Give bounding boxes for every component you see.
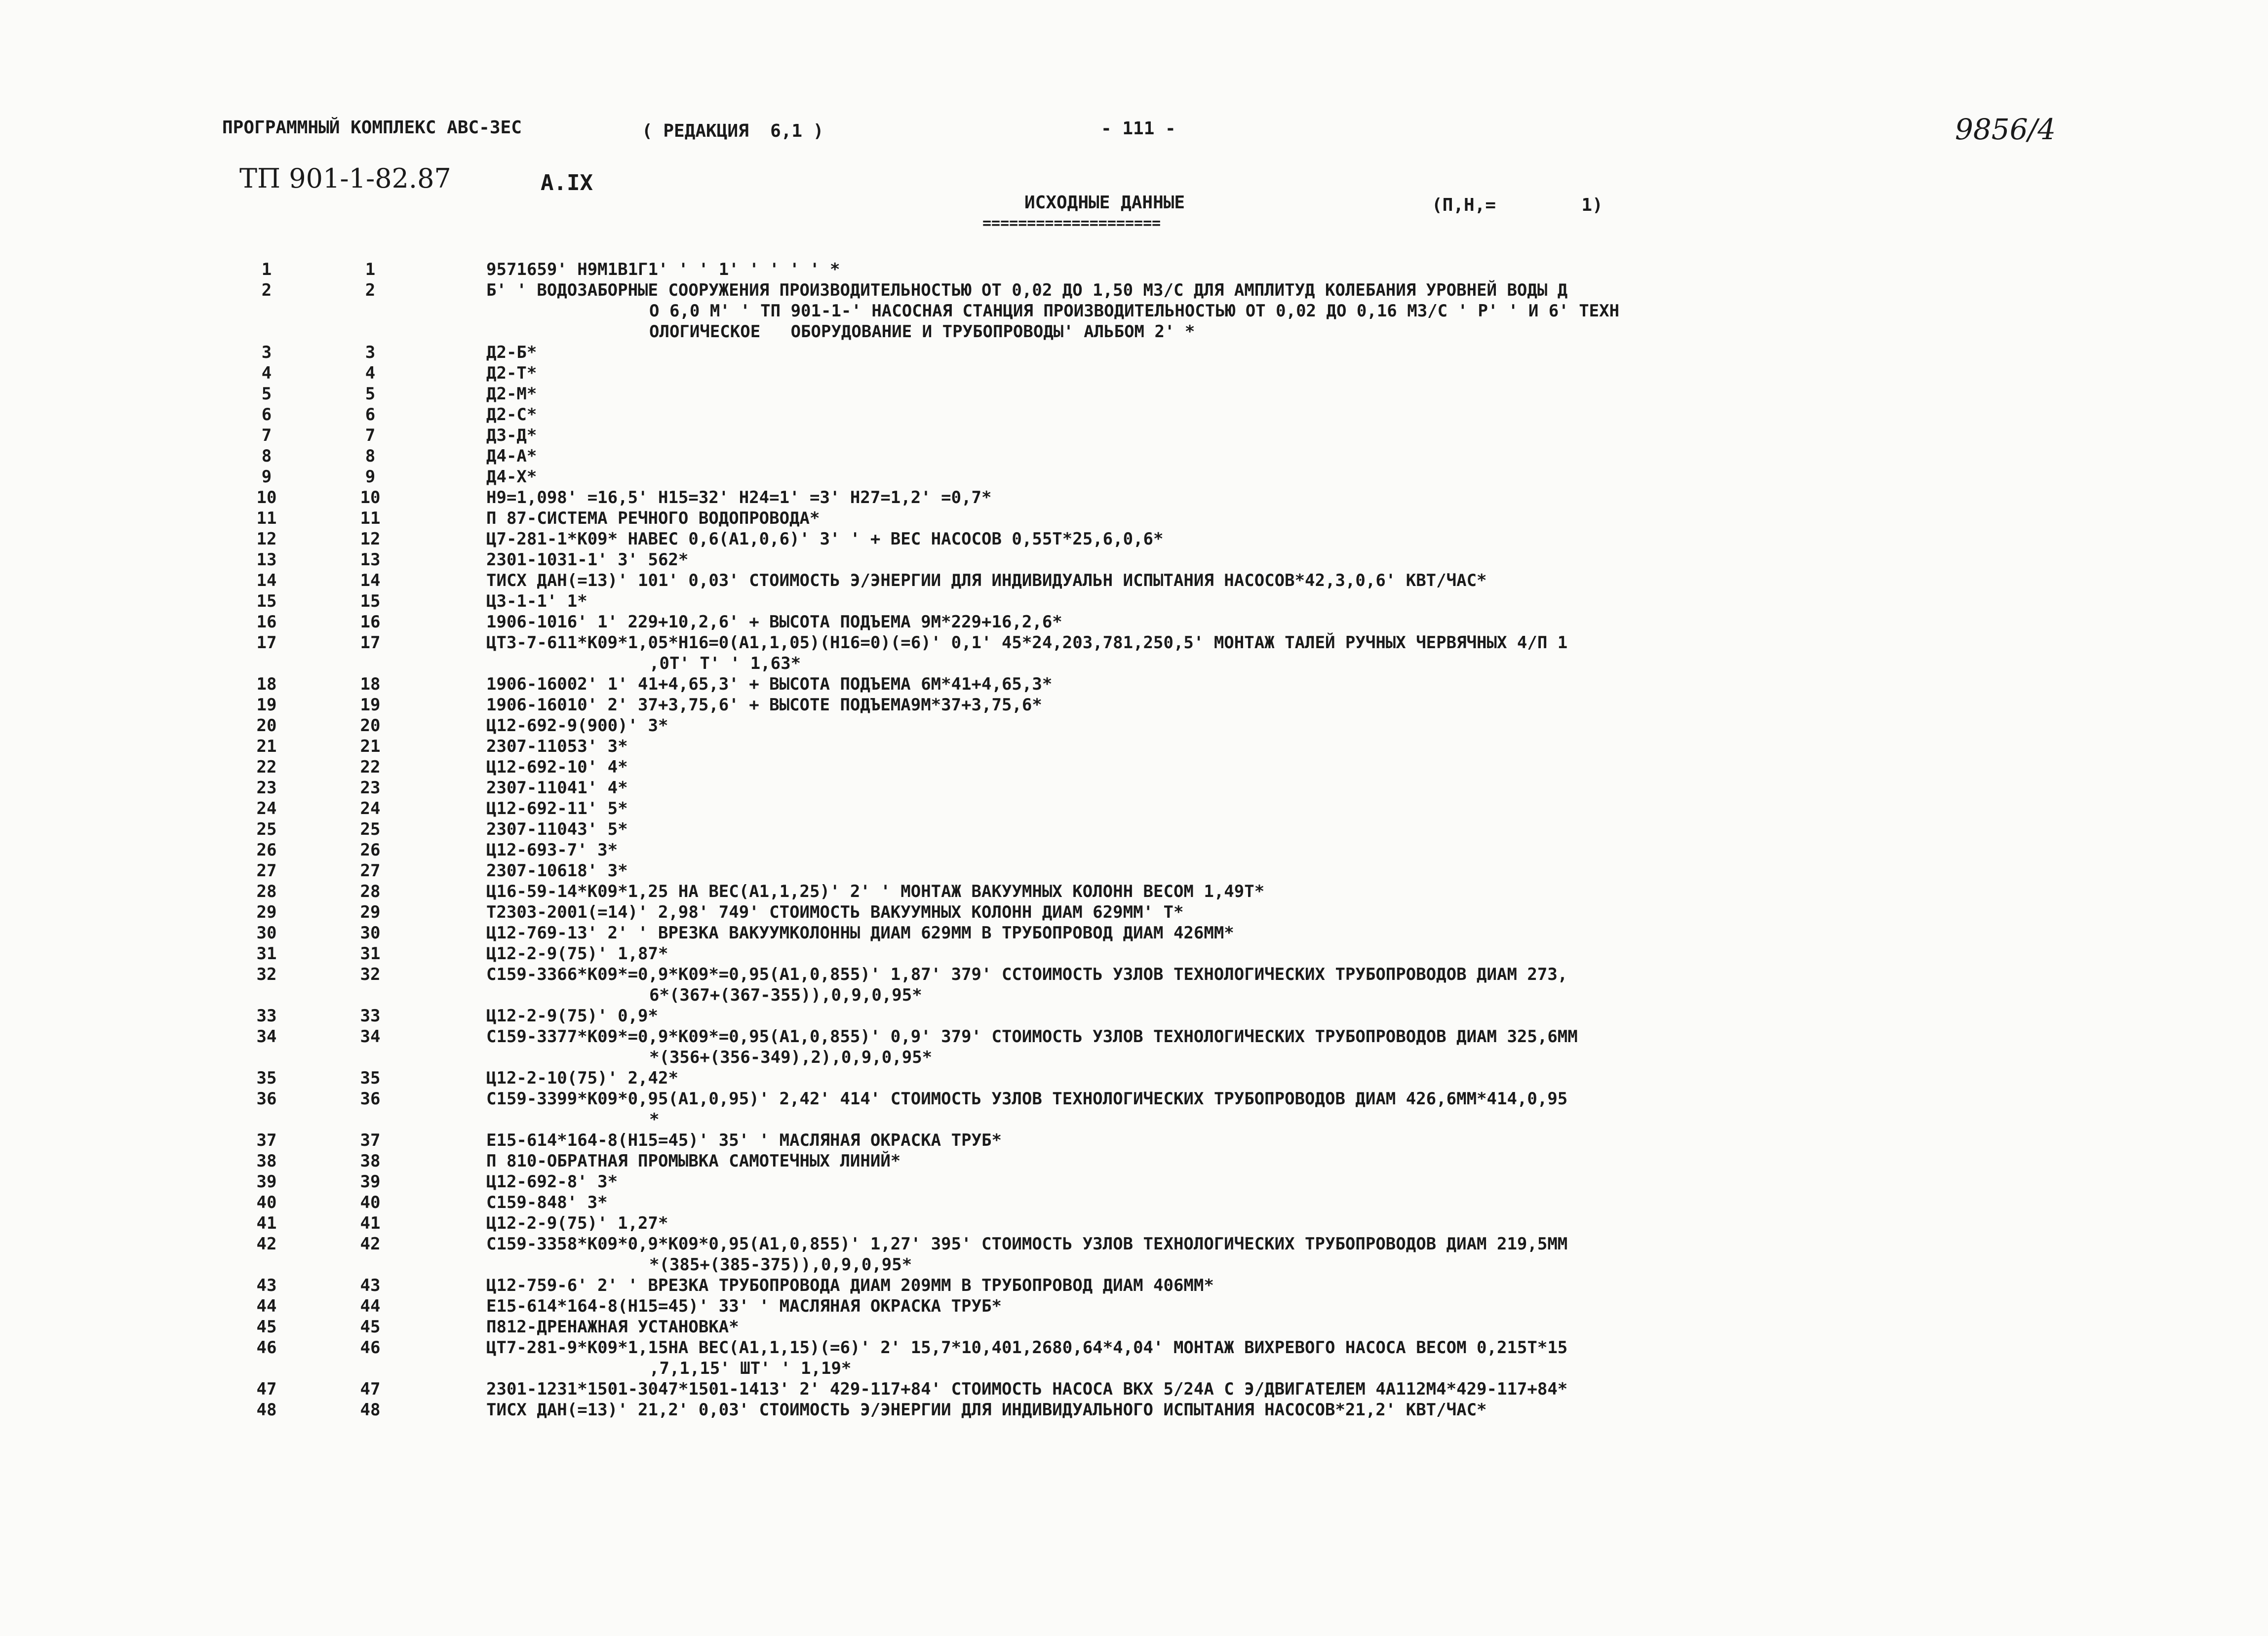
- row-text-line: Ц12-692-8' 3*: [486, 1172, 618, 1192]
- row-number: 14: [256, 571, 277, 590]
- row-text-line: Д3-Д*: [486, 426, 537, 445]
- row-number: 43: [256, 1276, 277, 1295]
- row-number: 9: [261, 467, 272, 487]
- table-row: [0, 695, 2268, 715]
- row-number: 18: [256, 674, 277, 694]
- row-text: [486, 342, 1987, 363]
- row-number-secondary: 10: [360, 488, 381, 507]
- table-row: [0, 446, 2268, 467]
- row-text: [486, 798, 1987, 819]
- row-text: [486, 1130, 1987, 1151]
- row-number-secondary: 2: [365, 280, 376, 300]
- row-number: 48: [256, 1400, 277, 1420]
- row-number-secondary: 31: [360, 944, 381, 964]
- row-number-secondary: 41: [360, 1213, 381, 1233]
- table-row: [0, 1296, 2268, 1317]
- row-number-secondary: 27: [360, 861, 381, 881]
- row-text: [486, 1089, 1987, 1130]
- row-number-secondary: 40: [360, 1193, 381, 1212]
- table-row: [0, 1379, 2268, 1400]
- row-number: 40: [256, 1193, 277, 1212]
- table-row: [0, 425, 2268, 446]
- row-number: 41: [256, 1213, 277, 1233]
- table-row: [0, 860, 2268, 881]
- row-text: [486, 591, 1987, 612]
- row-text-line: Ц12-2-9(75)' 1,87*: [486, 944, 668, 964]
- table-row: [0, 280, 2268, 342]
- table-row: [0, 902, 2268, 923]
- row-text: [486, 1337, 1987, 1379]
- row-number-secondary: 47: [360, 1379, 381, 1399]
- row-text-line: 2307-11043' 5*: [486, 819, 628, 839]
- table-row: [0, 342, 2268, 363]
- row-text: [486, 632, 1987, 674]
- row-number-secondary: 20: [360, 716, 381, 736]
- row-text: [486, 1234, 1987, 1275]
- row-number: 27: [256, 861, 277, 881]
- row-text: [486, 1317, 1987, 1337]
- table-row: [0, 943, 2268, 964]
- row-text-line: 2307-10618' 3*: [486, 861, 628, 881]
- row-number-secondary: 19: [360, 695, 381, 715]
- album-label: А.IX: [541, 170, 593, 195]
- row-text-line: Е15-614*164-8(Н15=45)' 35' ' МАСЛЯНАЯ ОКРАСКА ТРУБ*: [486, 1130, 1002, 1150]
- row-text-line: Д2-Б*: [486, 343, 537, 362]
- table-row: [0, 363, 2268, 384]
- row-number: 36: [256, 1089, 277, 1109]
- row-number-secondary: 25: [360, 819, 381, 839]
- table-row: [0, 529, 2268, 549]
- row-text: [486, 529, 1987, 549]
- row-number: 37: [256, 1130, 277, 1150]
- row-number: 46: [256, 1338, 277, 1358]
- row-text: [486, 1296, 1987, 1317]
- row-text-line: П 810-ОБРАТНАЯ ПРОМЫВКА САМОТЕЧНЫХ ЛИНИЙ*: [486, 1151, 901, 1171]
- row-number-secondary: 26: [360, 840, 381, 860]
- row-number-secondary: 32: [360, 965, 381, 984]
- row-number-secondary: 12: [360, 529, 381, 549]
- row-text: [486, 736, 1987, 757]
- row-text-line: Б' ' ВОДОЗАБОРНЫЕ СООРУЖЕНИЯ ПРОИЗВОДИТЕЛЬНОСТЬЮ ОТ 0,02 ДО 1,50 М3/С ДЛЯ АМПЛИТУД КОЛЕБАНИЯ УРОВНЕЙ ВОДЫ Д: [486, 280, 1568, 300]
- row-number-secondary: 48: [360, 1400, 381, 1420]
- row-number-secondary: 18: [360, 674, 381, 694]
- row-text: [486, 280, 1987, 342]
- row-text-line: С159-3377*К09*=0,9*К09*=0,95(А1,0,855)' 0,9' 379' СТОИМОСТЬ УЗЛОВ ТЕХНОЛОГИЧЕСКИХ ТРУБОПРОВОДОВ ДИАМ 325,6ММ: [486, 1027, 1578, 1047]
- row-text: [486, 1068, 1987, 1089]
- table-row: [0, 1006, 2268, 1026]
- row-number: 11: [256, 508, 277, 528]
- row-number: 13: [256, 550, 277, 570]
- row-text: [486, 1171, 1987, 1192]
- table-row: [0, 1130, 2268, 1151]
- table-row: [0, 1275, 2268, 1296]
- row-text: [486, 1379, 1987, 1400]
- row-number-secondary: 34: [360, 1027, 381, 1047]
- row-text-line: Ц3-1-1' 1*: [486, 591, 587, 611]
- row-number-secondary: 21: [360, 737, 381, 756]
- row-text-continuation: ОЛОГИЧЕСКОЕ ОБОРУДОВАНИЕ И ТРУБОПРОВОДЫ' АЛЬБОМ 2' *: [649, 322, 1195, 342]
- row-number-secondary: 43: [360, 1276, 381, 1295]
- row-number-secondary: 5: [365, 384, 376, 404]
- table-row: [0, 674, 2268, 695]
- row-number: 38: [256, 1151, 277, 1171]
- row-text-line: Д2-С*: [486, 405, 537, 425]
- row-text: [486, 1151, 1987, 1171]
- row-text-line: Ц12-692-11' 5*: [486, 799, 628, 818]
- row-number-secondary: 11: [360, 508, 381, 528]
- row-text: [486, 1400, 1987, 1420]
- row-number-secondary: 7: [365, 426, 376, 445]
- row-number: 25: [256, 819, 277, 839]
- row-number: 5: [261, 384, 272, 404]
- row-text-continuation: *(356+(356-349),2),0,9,0,95*: [649, 1048, 933, 1067]
- row-number-secondary: 36: [360, 1089, 381, 1109]
- row-number-secondary: 9: [365, 467, 376, 487]
- row-number-secondary: 13: [360, 550, 381, 570]
- row-text-line: 2307-11041' 4*: [486, 778, 628, 798]
- row-number: 16: [256, 612, 277, 632]
- row-number: 30: [256, 923, 277, 943]
- table-row: [0, 259, 2268, 280]
- table-row: [0, 1192, 2268, 1213]
- row-number-secondary: 30: [360, 923, 381, 943]
- table-row: [0, 1026, 2268, 1068]
- row-number-secondary: 6: [365, 405, 376, 425]
- row-text-line: Н9=1,098' =16,5' Н15=32' Н24=1' =3' Н27=1,2' =0,7*: [486, 488, 992, 507]
- row-text-line: П812-ДРЕНАЖНАЯ УСТАНОВКА*: [486, 1317, 739, 1337]
- row-text: [486, 1026, 1987, 1068]
- row-text: [486, 674, 1987, 695]
- row-number: 1: [261, 260, 272, 279]
- section-title: ИСХОДНЫЕ ДАННЫЕ: [1024, 193, 1185, 213]
- section-title-underline: ====================: [982, 215, 1161, 232]
- row-number-secondary: 38: [360, 1151, 381, 1171]
- section-code: (П,Н,= 1): [1432, 195, 1603, 215]
- row-text: [486, 446, 1987, 467]
- row-text: [486, 860, 1987, 881]
- row-text: [486, 778, 1987, 798]
- row-number: 33: [256, 1006, 277, 1026]
- row-number: 17: [256, 633, 277, 653]
- row-text-line: Т2303-2001(=14)' 2,98' 749' СТОИМОСТЬ ВАКУУМНЫХ КОЛОНН ДИАМ 629ММ' Т*: [486, 902, 1184, 922]
- row-number: 15: [256, 591, 277, 611]
- row-text-continuation: 6*(367+(367-355)),0,9,0,95*: [649, 985, 922, 1005]
- row-text: [486, 964, 1987, 1006]
- table-row: [0, 964, 2268, 1006]
- row-text: [486, 1006, 1987, 1026]
- row-number: 42: [256, 1234, 277, 1254]
- row-text: [486, 549, 1987, 570]
- row-number-secondary: 23: [360, 778, 381, 798]
- row-text: [486, 612, 1987, 632]
- row-number-secondary: 1: [365, 260, 376, 279]
- row-text-line: Ц12-2-9(75)' 0,9*: [486, 1006, 658, 1026]
- row-text-line: 2307-11053' 3*: [486, 737, 628, 756]
- row-text-line: П 87-СИСТЕМА РЕЧНОГО ВОДОПРОВОДА*: [486, 508, 820, 528]
- row-text-line: Ц12-693-7' 3*: [486, 840, 618, 860]
- row-text-line: Д4-А*: [486, 446, 537, 466]
- data-listing: [0, 259, 2268, 1420]
- row-text: [486, 1213, 1987, 1234]
- row-text-line: 1906-16010' 2' 37+3,75,6' + ВЫСОТЕ ПОДЪЕМА9М*37+3,75,6*: [486, 695, 1042, 715]
- row-number: 12: [256, 529, 277, 549]
- row-number-secondary: 39: [360, 1172, 381, 1192]
- row-number: 34: [256, 1027, 277, 1047]
- row-number-secondary: 37: [360, 1130, 381, 1150]
- row-number-secondary: 3: [365, 343, 376, 362]
- row-number: 44: [256, 1296, 277, 1316]
- row-number: 19: [256, 695, 277, 715]
- table-row: [0, 778, 2268, 798]
- table-row: [0, 757, 2268, 778]
- row-number-secondary: 29: [360, 902, 381, 922]
- table-row: [0, 923, 2268, 943]
- row-number-secondary: 45: [360, 1317, 381, 1337]
- sheet-code: 9856/4: [1955, 113, 2056, 146]
- row-text-line: 2301-1231*1501-3047*1501-1413' 2' 429-117+84' СТОИМОСТЬ НАСОСА ВКХ 5/24А С Э/ДВИГАТЕЛЕМ 4А112М4*429-117+84*: [486, 1379, 1568, 1399]
- row-text-line: С159-3358*К09*0,9*К09*0,95(А1,0,855)' 1,27' 395' СТОИМОСТЬ УЗЛОВ ТЕХНОЛОГИЧЕСКИХ ТРУБОПРОВОДОВ ДИАМ 219,5ММ: [486, 1234, 1568, 1254]
- row-text: [486, 363, 1987, 384]
- row-text-line: Д4-Х*: [486, 467, 537, 487]
- row-number: 29: [256, 902, 277, 922]
- table-row: [0, 570, 2268, 591]
- row-text: [486, 943, 1987, 964]
- table-row: [0, 549, 2268, 570]
- row-text-line: ЦТ3-7-611*К09*1,05*Н16=0(А1,1,05)(Н16=0)(=6)' 0,1' 45*24,203,781,250,5' МОНТАЖ ТАЛЕЙ РУЧНЫХ ЧЕРВЯЧНЫХ 4/П 1: [486, 633, 1568, 653]
- row-text-continuation: ,7,1,15' ШТ' ' 1,19*: [649, 1359, 852, 1378]
- row-number: 35: [256, 1068, 277, 1088]
- table-row: [0, 404, 2268, 425]
- row-text-continuation: *(385+(385-375)),0,9,0,95*: [649, 1255, 912, 1275]
- table-row: [0, 1213, 2268, 1234]
- row-number: 23: [256, 778, 277, 798]
- row-number-secondary: 33: [360, 1006, 381, 1026]
- table-row: [0, 798, 2268, 819]
- row-number: 45: [256, 1317, 277, 1337]
- row-number: 28: [256, 882, 277, 901]
- table-row: [0, 1234, 2268, 1275]
- row-text: [486, 570, 1987, 591]
- row-number: 24: [256, 799, 277, 818]
- row-number-secondary: 8: [365, 446, 376, 466]
- page-number: - 111 -: [1101, 118, 1176, 139]
- row-number: 6: [261, 405, 272, 425]
- row-text: [486, 467, 1987, 487]
- row-text: [486, 1192, 1987, 1213]
- row-number: 22: [256, 757, 277, 777]
- row-text: [486, 715, 1987, 736]
- row-text-continuation: О 6,0 М' ' ТП 901-1-' НАСОСНАЯ СТАНЦИЯ ПРОИЗВОДИТЕЛЬНОСТЬЮ ОТ 0,02 ДО 0,16 М3/С ' Р' ' И 6' ТЕХН: [649, 301, 1620, 321]
- row-number-secondary: 46: [360, 1338, 381, 1358]
- table-row: [0, 384, 2268, 404]
- program-name: ПРОГРАММНЫЙ КОМПЛЕКС АВС-3ЕС: [222, 117, 522, 138]
- row-number-secondary: 4: [365, 363, 376, 383]
- row-text-line: 1906-1016' 1' 229+10,2,6' + ВЫСОТА ПОДЪЕМА 9М*229+16,2,6*: [486, 612, 1062, 632]
- table-row: [0, 840, 2268, 860]
- row-text-line: Ц12-2-10(75)' 2,42*: [486, 1068, 678, 1088]
- row-text: [486, 508, 1987, 529]
- row-text-line: С159-3399*К09*0,95(А1,0,95)' 2,42' 414' СТОИМОСТЬ УЗЛОВ ТЕХНОЛОГИЧЕСКИХ ТРУБОПРОВОДОВ ДИАМ 426,6ММ*414,0,95: [486, 1089, 1568, 1109]
- row-text-continuation: ,0Т' Т' ' 1,63*: [649, 654, 801, 673]
- row-number: 32: [256, 965, 277, 984]
- row-text-line: Ц12-2-9(75)' 1,27*: [486, 1213, 668, 1233]
- row-number: 20: [256, 716, 277, 736]
- row-number: 21: [256, 737, 277, 756]
- row-text: [486, 695, 1987, 715]
- row-number-secondary: 42: [360, 1234, 381, 1254]
- table-row: [0, 1171, 2268, 1192]
- row-text-line: ТИСХ ДАН(=13)' 101' 0,03' СТОИМОСТЬ Э/ЭНЕРГИИ ДЛЯ ИНДИВИДУАЛЬН ИСПЫТАНИЯ НАСОСОВ*42,3,0,6' КВТ/ЧАС*: [486, 571, 1487, 590]
- table-row: [0, 1337, 2268, 1379]
- row-text: [486, 819, 1987, 840]
- table-row: [0, 1317, 2268, 1337]
- row-number-secondary: 14: [360, 571, 381, 590]
- row-number-secondary: 28: [360, 882, 381, 901]
- row-text: [486, 1275, 1987, 1296]
- row-text-line: Ц7-281-1*К09* НАВЕС 0,6(А1,0,6)' 3' ' + ВЕС НАСОСОВ 0,55Т*25,6,0,6*: [486, 529, 1164, 549]
- table-row: [0, 715, 2268, 736]
- row-number-secondary: 24: [360, 799, 381, 818]
- table-row: [0, 1151, 2268, 1171]
- table-row: [0, 612, 2268, 632]
- table-row: [0, 1089, 2268, 1130]
- row-text: [486, 425, 1987, 446]
- row-text-line: 2301-1031-1' 3' 562*: [486, 550, 689, 570]
- row-text: [486, 487, 1987, 508]
- table-row: [0, 736, 2268, 757]
- row-text: [486, 881, 1987, 902]
- row-number: 4: [261, 363, 272, 383]
- row-text: [486, 259, 1987, 280]
- table-row: [0, 881, 2268, 902]
- row-text: [486, 923, 1987, 943]
- row-text-line: Д2-М*: [486, 384, 537, 404]
- table-row: [0, 1068, 2268, 1089]
- table-row: [0, 508, 2268, 529]
- row-number: 7: [261, 426, 272, 445]
- row-text-line: Е15-614*164-8(Н15=45)' 33' ' МАСЛЯНАЯ ОКРАСКА ТРУБ*: [486, 1296, 1002, 1316]
- row-number: 8: [261, 446, 272, 466]
- row-text: [486, 404, 1987, 425]
- row-text-line: ЦТ7-281-9*К09*1,15НА ВЕС(А1,1,15)(=6)' 2' 15,7*10,401,2680,64*4,04' МОНТАЖ ВИХРЕВОГО НАСОСА ВЕСОМ 0,215Т*15: [486, 1338, 1568, 1358]
- row-text-line: Д2-Т*: [486, 363, 537, 383]
- row-number-secondary: 22: [360, 757, 381, 777]
- row-text: [486, 757, 1987, 778]
- row-text-line: 9571659' Н9М1В1Г1' ' ' 1' ' ' ' ' *: [486, 260, 840, 279]
- row-number-secondary: 17: [360, 633, 381, 653]
- row-number: 10: [256, 488, 277, 507]
- row-number: 39: [256, 1172, 277, 1192]
- row-text-line: Ц12-692-10' 4*: [486, 757, 628, 777]
- row-text-line: Ц12-769-13' 2' ' ВРЕЗКА ВАКУУМКОЛОННЫ ДИАМ 629ММ В ТРУБОПРОВОД ДИАМ 426ММ*: [486, 923, 1234, 943]
- project-code: ТП 901-1-82.87: [239, 163, 451, 194]
- row-number: 2: [261, 280, 272, 300]
- row-text-line: Ц12-759-6' 2' ' ВРЕЗКА ТРУБОПРОВОДА ДИАМ 209ММ В ТРУБОПРОВОД ДИАМ 406ММ*: [486, 1276, 1214, 1295]
- table-row: [0, 591, 2268, 612]
- row-text-line: Ц16-59-14*К09*1,25 НА ВЕС(А1,1,25)' 2' ' МОНТАЖ ВАКУУМНЫХ КОЛОНН ВЕСОМ 1,49Т*: [486, 882, 1265, 901]
- table-row: [0, 632, 2268, 674]
- row-number: 26: [256, 840, 277, 860]
- row-text: [486, 384, 1987, 404]
- table-row: [0, 467, 2268, 487]
- row-number: 3: [261, 343, 272, 362]
- row-text-line: 1906-16002' 1' 41+4,65,3' + ВЫСОТА ПОДЪЕМА 6М*41+4,65,3*: [486, 674, 1053, 694]
- table-row: [0, 487, 2268, 508]
- row-text: [486, 902, 1987, 923]
- row-number-secondary: 35: [360, 1068, 381, 1088]
- table-row: [0, 1400, 2268, 1420]
- row-text-line: С159-848' 3*: [486, 1193, 608, 1212]
- row-number-secondary: 16: [360, 612, 381, 632]
- row-text-line: С159-3366*К09*=0,9*К09*=0,95(А1,0,855)' 1,87' 379' ССТОИМОСТЬ УЗЛОВ ТЕХНОЛОГИЧЕСКИХ ТРУБОПРОВОДОВ ДИАМ 273,: [486, 965, 1568, 984]
- table-row: [0, 819, 2268, 840]
- row-text-continuation: *: [649, 1110, 660, 1130]
- edition-label: ( РЕДАКЦИЯ 6,1 ): [642, 121, 824, 141]
- row-number-secondary: 15: [360, 591, 381, 611]
- row-number: 47: [256, 1379, 277, 1399]
- row-number-secondary: 44: [360, 1296, 381, 1316]
- row-text: [486, 840, 1987, 860]
- row-text-line: Ц12-692-9(900)' 3*: [486, 716, 668, 736]
- row-number: 31: [256, 944, 277, 964]
- row-text-line: ТИСХ ДАН(=13)' 21,2' 0,03' СТОИМОСТЬ Э/ЭНЕРГИИ ДЛЯ ИНДИВИДУАЛЬНОГО ИСПЫТАНИЯ НАСОСОВ*21,2' КВТ/ЧАС*: [486, 1400, 1487, 1420]
